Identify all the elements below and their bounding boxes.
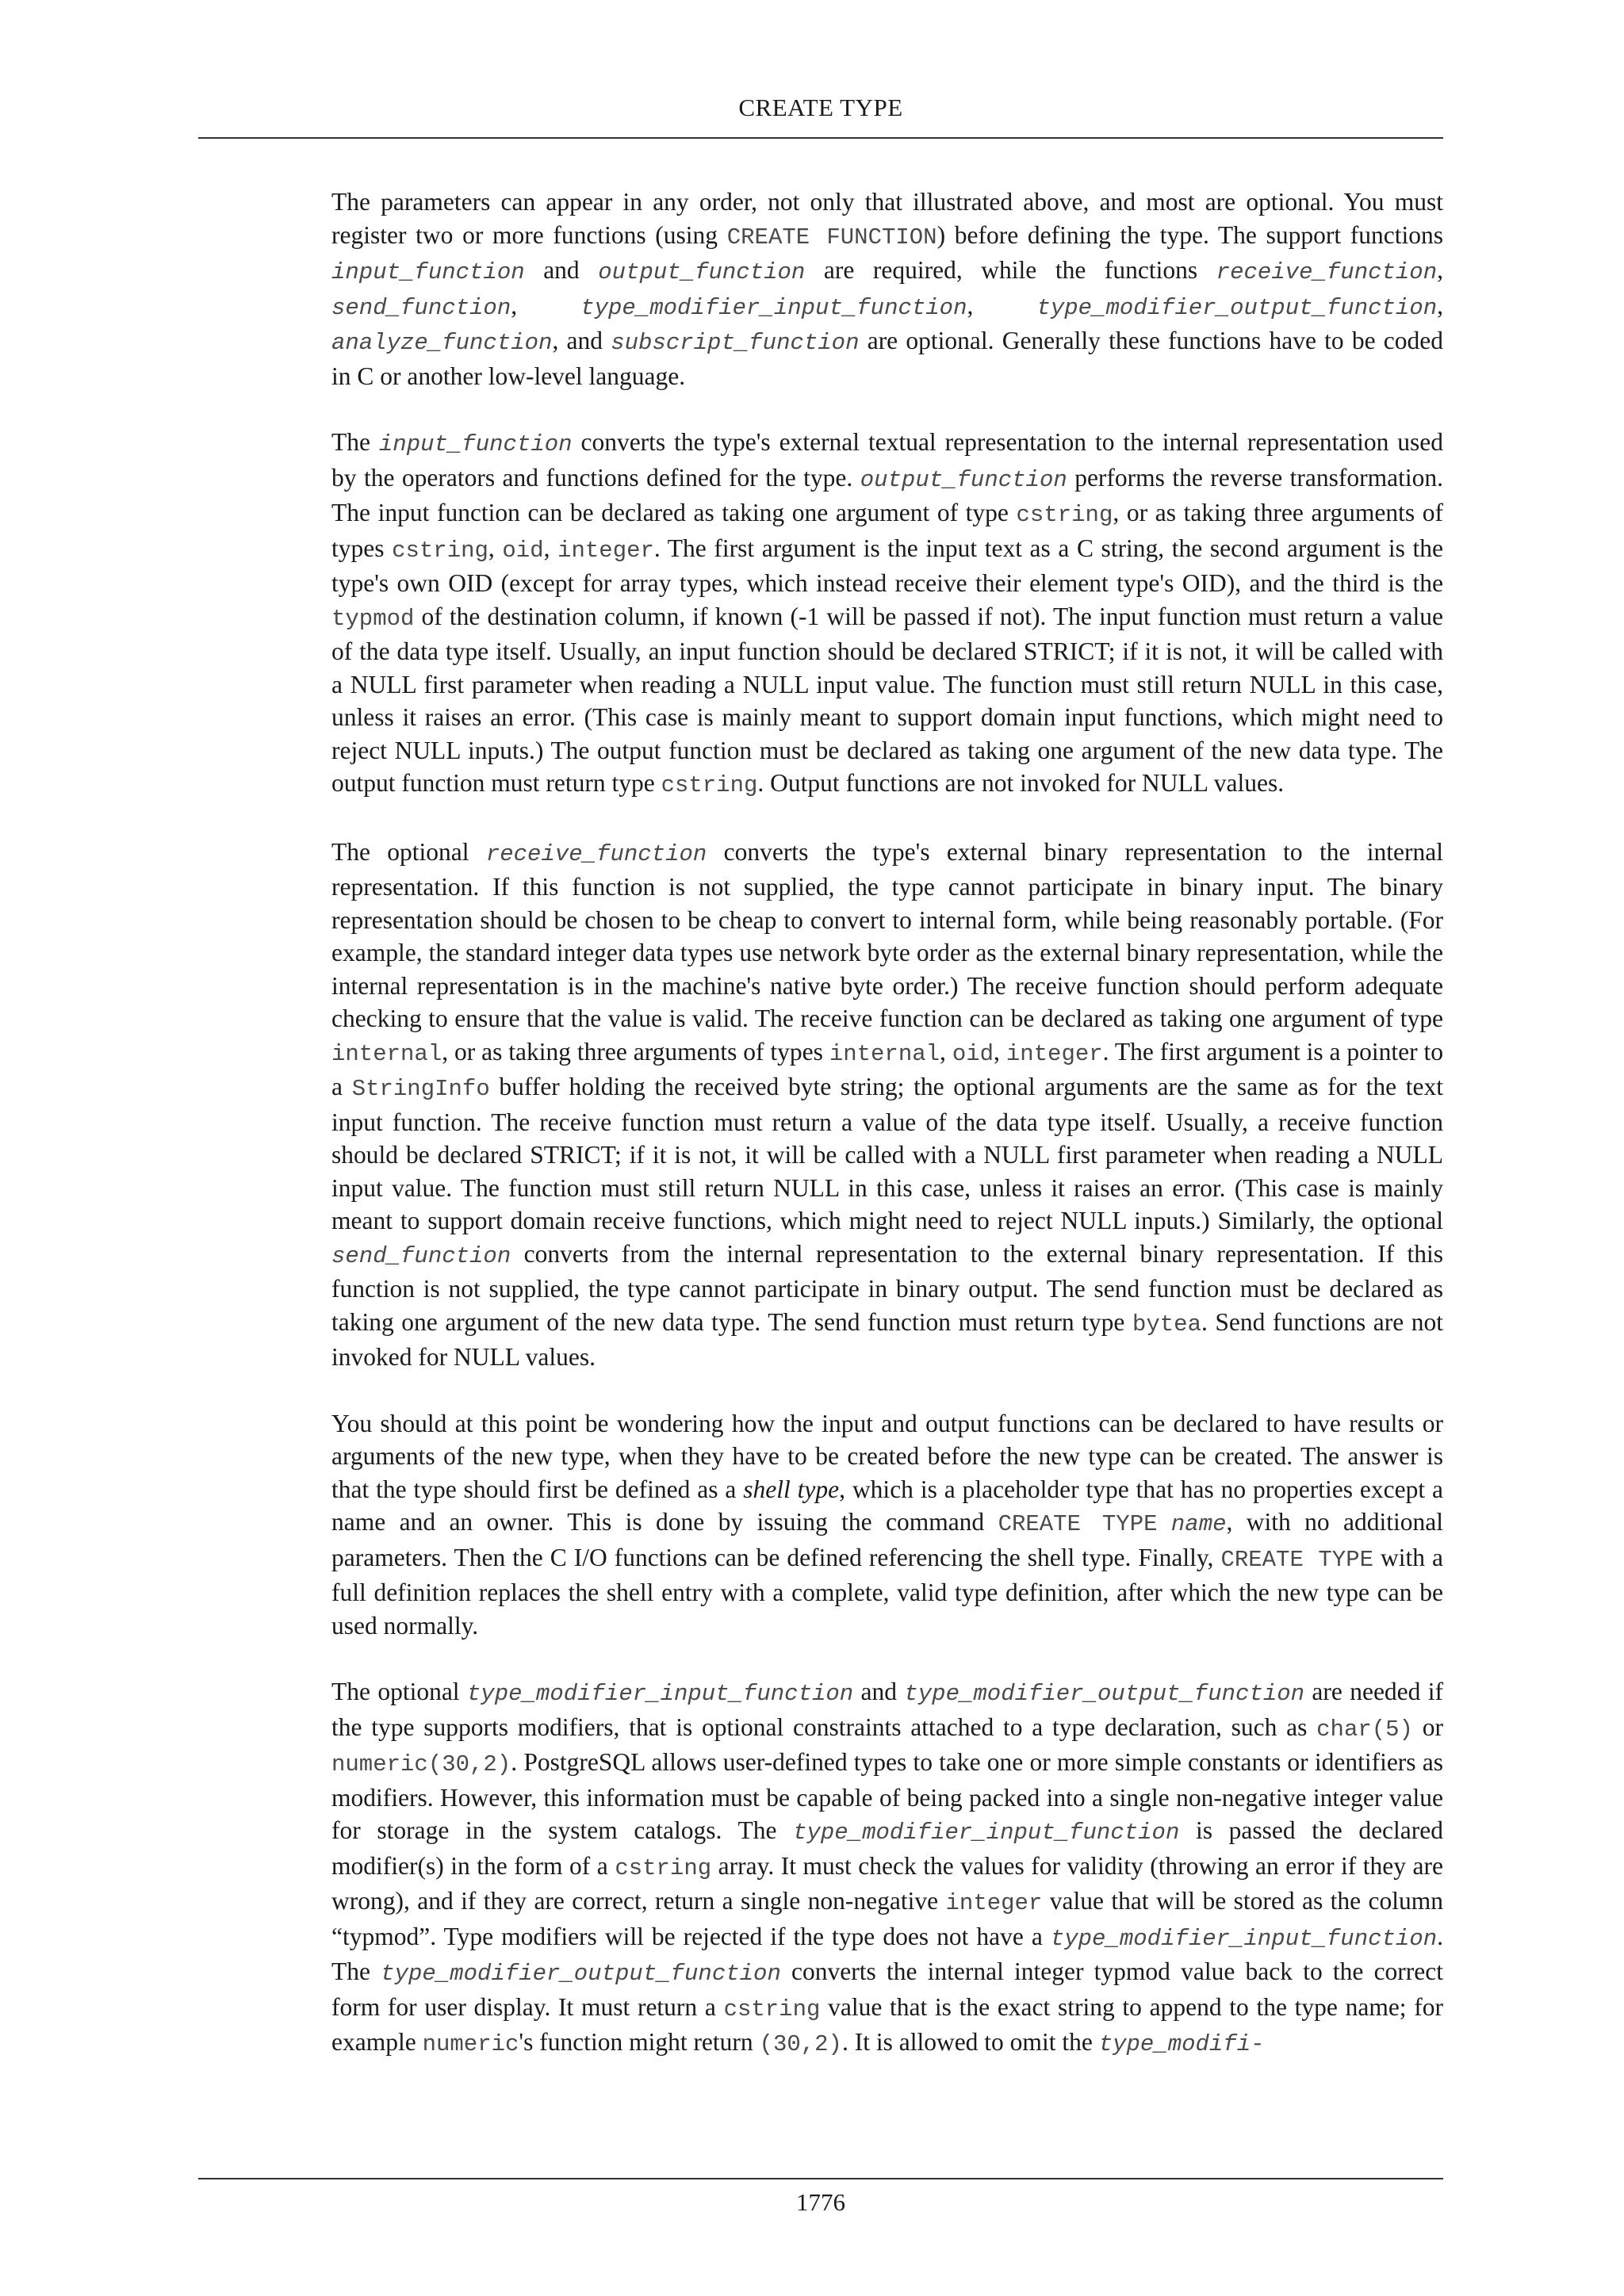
code-term: cstring: [661, 772, 758, 798]
body-text: are optional. Generally these functions have to be coded in C or another low-level language.: [331, 327, 1443, 390]
code-term: internal: [829, 1040, 940, 1067]
body-text: ,: [1437, 256, 1443, 284]
paragraph-receive-function: [331, 836, 1443, 1374]
code-term: name: [1170, 1511, 1227, 1537]
code-term: analyze_function: [331, 330, 553, 356]
code-term: CREATE TYPE: [998, 1511, 1158, 1537]
body-text: ,: [511, 291, 581, 320]
code-term: cstring: [723, 1996, 821, 2022]
page-number: 1776: [796, 2188, 845, 2216]
code-term: type_modifier_output_function: [1036, 294, 1438, 321]
body-text: of the destination column, if known (-1 will be passed if not). The input function must return a value of the data type itself. Usually, an input function should be declared STRICT; if it is not, it will be called with a NULL first parameter when reading a NULL input value. The function must still return NULL in this case, unless it raises an error. (This case is mainly meant to support domain input functions, which might need to reject NULL inputs.) The output function must be declared as taking one argument of the new data type. The output function must return type: [331, 602, 1443, 797]
body-text: . It is allowed to omit the: [841, 2028, 1099, 2056]
body-text: ,: [994, 1037, 1006, 1066]
body-text: The: [331, 428, 379, 456]
footer-rule: [198, 2178, 1443, 2179]
body-text: , or as taking three arguments of types: [331, 499, 1443, 562]
emphasis-text: shell type: [743, 1475, 840, 1503]
body-text: [1158, 1508, 1171, 1536]
body-text: . PostgreSQL allows user-defined types to take one or more simple constants or identifiers as modifiers. However, this information must be capable of being packed into a single non-negative integer value for storage in the system catalogs. The: [331, 1748, 1443, 1844]
body-text: array. It must check the values for validity (throwing an error if they are wrong), and if they are correct, return a single non-negative: [331, 1851, 1444, 1915]
body-text: . Send functions are not invoked for NULL values.: [331, 1307, 1444, 1371]
code-term: internal: [331, 1040, 442, 1067]
body-text: ,: [488, 534, 503, 562]
body-text: . The: [331, 1922, 1443, 1985]
code-term: integer: [945, 1890, 1043, 1916]
code-term: type_modifier_input_function: [580, 294, 967, 321]
paragraph-shell-type: [331, 1407, 1443, 1643]
code-term: receive_function: [485, 840, 707, 867]
code-term: integer: [557, 537, 654, 564]
body-text: or: [1412, 1712, 1443, 1741]
code-term: input_function: [378, 431, 573, 457]
code-term: subscript_function: [611, 330, 860, 356]
body-text: converts from the internal representation to the external binary representation. If this function is not supplied, the type cannot participate in binary output. The send function must be declared as taking one argument of the new data type. The send function must return type: [331, 1239, 1443, 1336]
code-term: integer: [1005, 1040, 1103, 1067]
body-text: converts the type's external textual representation to the internal representation used by the operators and functions defined for the type.: [331, 428, 1443, 492]
paragraph-type-modifier-functions: [331, 1675, 1443, 2061]
code-term: type_modifier_input_function: [1050, 1925, 1438, 1952]
code-term: StringInfo: [351, 1076, 490, 1102]
code-term: oid: [952, 1040, 994, 1067]
body-text: The optional: [331, 1678, 467, 1705]
body-text: are required, while the functions: [805, 256, 1216, 284]
body-text: with a full definition replaces the shell entry with a complete, valid type definition, after which the new type can be used normally.: [331, 1543, 1443, 1640]
code-term: type_modifier_output_function: [381, 1961, 781, 1987]
body-text: , and: [552, 327, 611, 354]
code-term: type_modifier_output_function: [904, 1681, 1305, 1707]
code-term: numeric: [422, 2031, 519, 2057]
body-text: . The first argument is a pointer to a: [331, 1037, 1444, 1100]
code-term: cstring: [1016, 502, 1113, 528]
body-text: value that will be stored as the column “typmod”. Type modifiers will be rejected if the type does not have a: [331, 1887, 1444, 1950]
code-term: numeric(30,2): [331, 1751, 511, 1777]
code-term: output_function: [860, 466, 1067, 493]
body-text: You should at this point be wondering how the input and output functions can be declared to have results or arguments of the new type, when they have to be created before the new type can be created. The answer is that the type should first be defined as a: [331, 1409, 1443, 1503]
code-term: type_modifi-: [1098, 2031, 1265, 2057]
body-text: ,: [940, 1037, 952, 1066]
code-term: oid: [502, 537, 544, 564]
body-text: , which is a placeholder type that has no properties except a name and an owner. This is done by issuing the command: [331, 1475, 1443, 1536]
header-rule: [198, 137, 1443, 139]
body-text: and: [853, 1678, 905, 1705]
body-text: The parameters can appear in any order, not only that illustrated above, and most are optional. You must register two or more functions (using: [331, 188, 1443, 249]
body-text: are needed if the type supports modifiers, that is optional constraints attached to a type declaration, such as: [331, 1678, 1443, 1741]
body-text: performs the reverse transformation. The input function can be declared as taking one argument of type: [331, 463, 1443, 526]
code-term: (30,2): [759, 2031, 842, 2057]
body-text: ,: [543, 534, 558, 562]
code-term: type_modifier_input_function: [793, 1820, 1180, 1846]
body-text: , with no additional parameters. Then the C I/O functions can be defined referencing the shell type. Finally,: [331, 1508, 1443, 1571]
code-term: type_modifier_input_function: [466, 1681, 854, 1707]
body-text: and: [524, 256, 599, 284]
body-text: buffer holding the received byte string; the optional arguments are the same as for the text input function. The receive function must return a value of the data type itself. Usually, a receive function should be declared STRICT; if it is not, it will be called with a NULL first parameter when reading a NULL input value. The function must still return NULL in this case, unless it raises an error. (This case is mainly meant to support domain receive functions, which might need to reject NULL inputs.) Similarly, the optional: [331, 1073, 1444, 1234]
document-body: [331, 186, 1443, 2095]
code-term: bytea: [1132, 1311, 1201, 1337]
body-text: ,: [967, 291, 1037, 320]
code-term: send_function: [331, 1242, 511, 1269]
body-text: . The first argument is the input text as a C string, the second argument is the type's own OID (except for array types, which instead receive their element type's OID), and the third is the: [331, 534, 1443, 597]
body-text: converts the internal integer typmod value back to the correct form for user display. It must return a: [331, 1957, 1443, 2021]
body-text: ) before defining the type. The support functions: [936, 220, 1443, 249]
code-term: output_function: [598, 259, 806, 285]
body-text: , or as taking three arguments of types: [442, 1037, 829, 1066]
code-term: send_function: [331, 294, 511, 321]
body-text: converts the type's external binary representation to the internal representation. If this function is not supplied, the type cannot participate in binary input. The binary representation should be chosen to be cheap to convert to internal form, while being reasonably portable. (For example, the standard integer data types use network byte order as the external binary representation, while the internal representation is in the machine's native byte order.) The receive function should perform adequate checking to ensure that the value is valid. The receive function can be declared as taking one argument of type: [331, 837, 1443, 1032]
code-term: typmod: [331, 605, 415, 632]
body-text: value that is the exact string to append to the type name; for example: [331, 1992, 1443, 2056]
body-text: . Output functions are not invoked for NULL values.: [757, 769, 1285, 797]
page-header-title: CREATE TYPE: [738, 94, 903, 121]
paragraph-support-functions: [331, 186, 1443, 392]
code-term: CREATE TYPE: [1220, 1546, 1373, 1573]
body-text: is passed the declared modifier(s) in the form of a: [331, 1816, 1443, 1880]
code-term: CREATE FUNCTION: [726, 224, 937, 251]
body-text: 's function might return: [519, 2028, 760, 2056]
code-term: char(5): [1316, 1716, 1413, 1743]
paragraph-input-function: [331, 426, 1443, 802]
code-term: cstring: [615, 1854, 712, 1881]
code-term: cstring: [392, 537, 488, 564]
body-text: ,: [1437, 291, 1443, 320]
body-text: The optional: [331, 837, 486, 866]
code-term: input_function: [331, 259, 525, 285]
code-term: receive_function: [1216, 259, 1438, 285]
